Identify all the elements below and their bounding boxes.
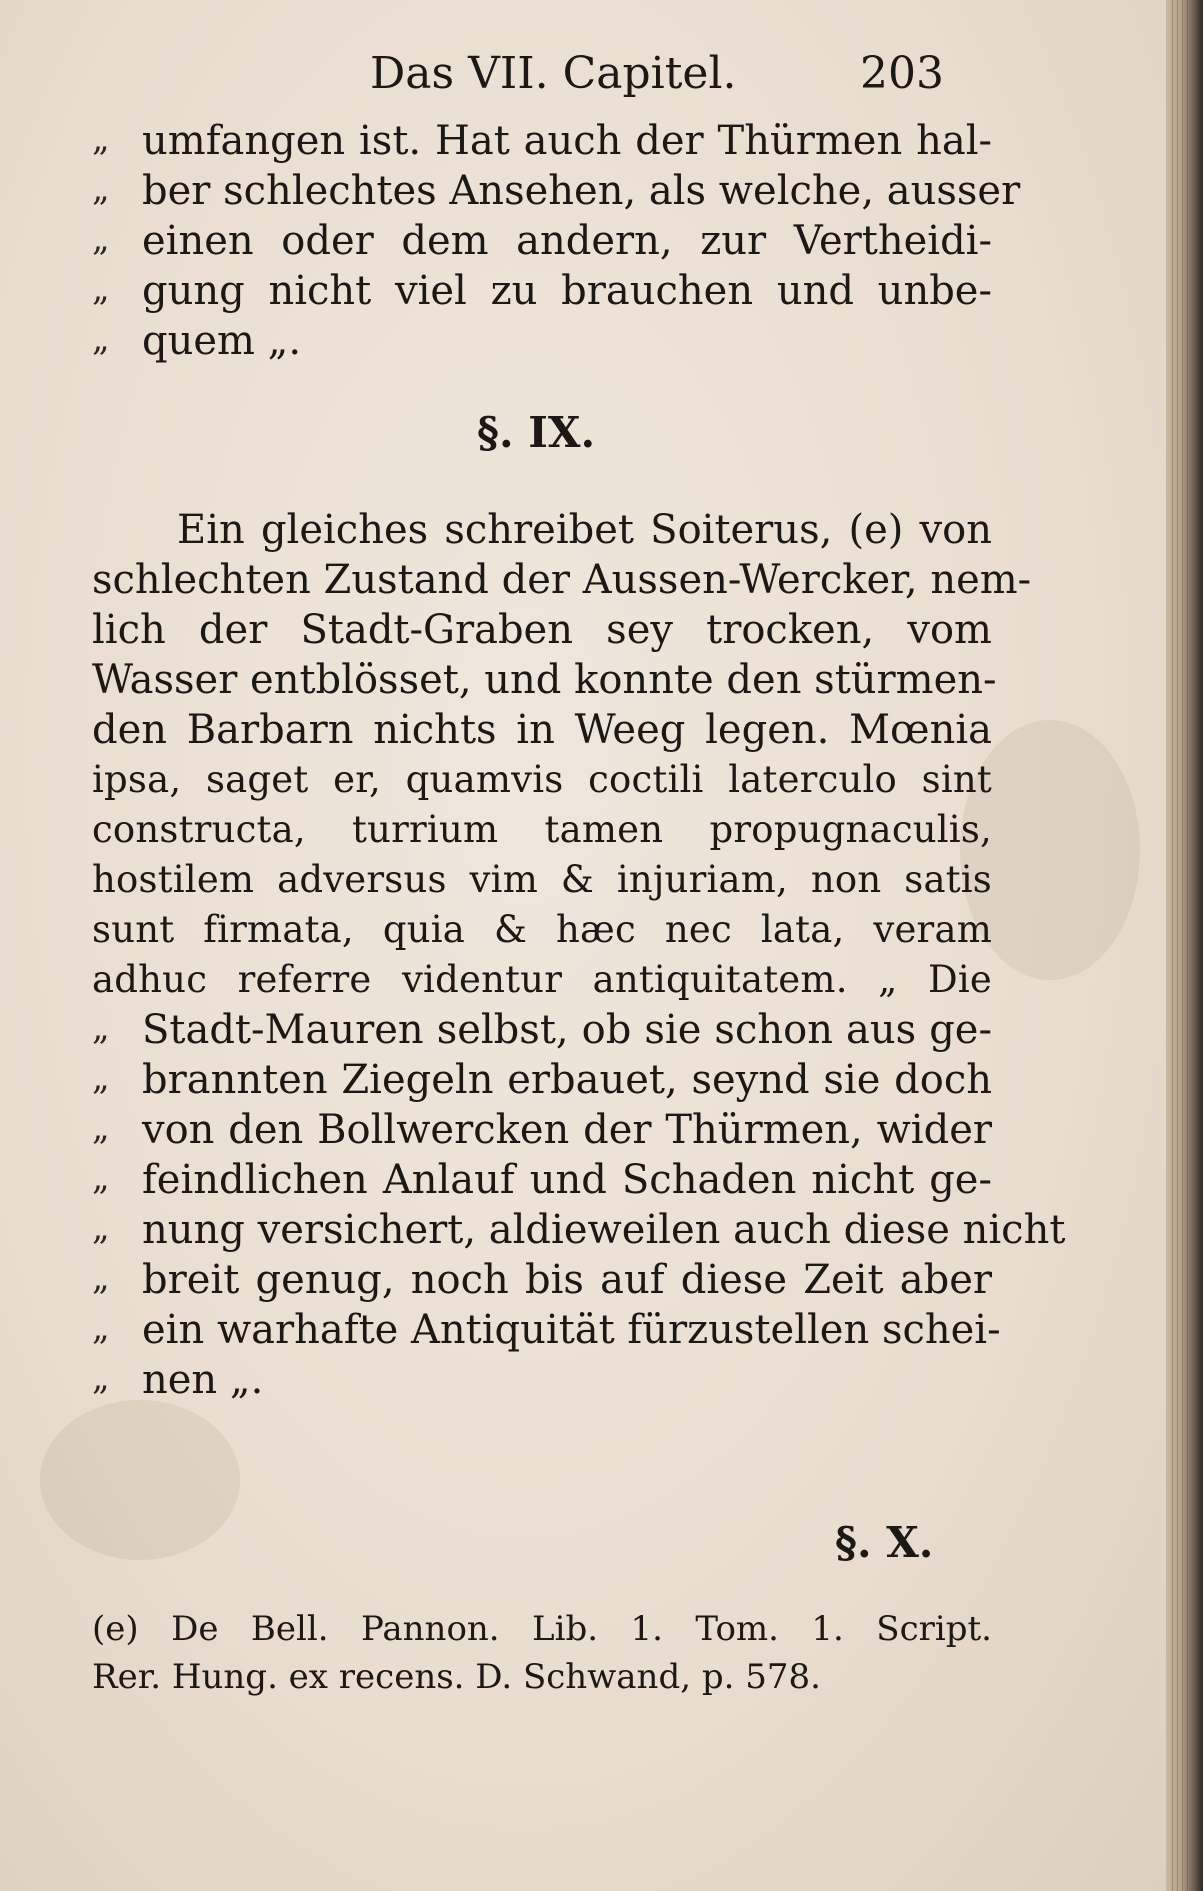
footnote-block [92,1605,992,1701]
body-line: Ein gleiches schreibet Soiterus, (e) von [177,507,992,553]
body-line: constructa, turrium tamen propugnaculis, [92,808,992,851]
body-line: ipsa, saget er, quamvis coctili laterculo sint [92,758,992,801]
section-heading-ix: §. IX. [477,408,596,457]
quote-line: „ umfangen ist. Hat auch der Thürmen hal- [92,116,992,166]
section-ix-body [92,505,1066,1405]
quote-line: „ einen oder dem andern, zur Vertheidi- [92,216,992,266]
body-line: Wasser entblösset, und konnte den stürmen- [92,657,997,703]
quote-line: „ quem „. [92,316,992,366]
chapter-title: Das VII. Capitel. [370,48,737,99]
quote-line: „ von den Bollwercken der Thürmen, wider [92,1105,992,1155]
section-heading-x: §. X. [835,1518,934,1567]
page-stain [40,1400,240,1560]
body-line: sunt firmata, quia & hæc nec lata, veram [92,908,992,951]
page-number: 203 [860,48,944,99]
body-line: lich der Stadt-Graben sey trocken, vom [92,607,992,653]
quote-line: „ Stadt-Mauren selbst, ob sie schon aus ge- [92,1005,992,1055]
quote-line: „ nung versichert, aldieweilen auch diese nicht [92,1205,992,1255]
quote-line: „ brannten Ziegeln erbauet, seynd sie doch [92,1055,992,1105]
quote-line: „ ber schlechtes Ansehen, als welche, ausser [92,166,992,216]
body-line: den Barbarn nichts in Weeg legen. Mœnia [92,707,992,753]
running-header [370,48,970,108]
quote-line: „ breit genug, noch bis auf diese Zeit aber [92,1255,992,1305]
quote-line: „ nen „. [92,1355,992,1405]
body-line: adhuc referre videntur antiquitatem. „ Die [92,958,992,1001]
body-line: schlechten Zustand der Aussen-Wercker, nem- [92,557,1032,603]
footnote-line: Rer. Hung. ex recens. D. Schwand, p. 578. [92,1657,821,1697]
quote-line: „ gung nicht viel zu brauchen und unbe- [92,266,992,316]
page-edge-stack [1166,0,1203,1891]
body-line: hostilem adversus vim & injuriam, non satis [92,858,992,901]
footnote-line: (e) De Bell. Pannon. Lib. 1. Tom. 1. Script. [92,1609,992,1649]
top-quote-block [92,116,1021,366]
quote-line: „ feindlichen Anlauf und Schaden nicht ge- [92,1155,992,1205]
quote-line: „ ein warhafte Antiquität fürzustellen schei- [92,1305,992,1355]
